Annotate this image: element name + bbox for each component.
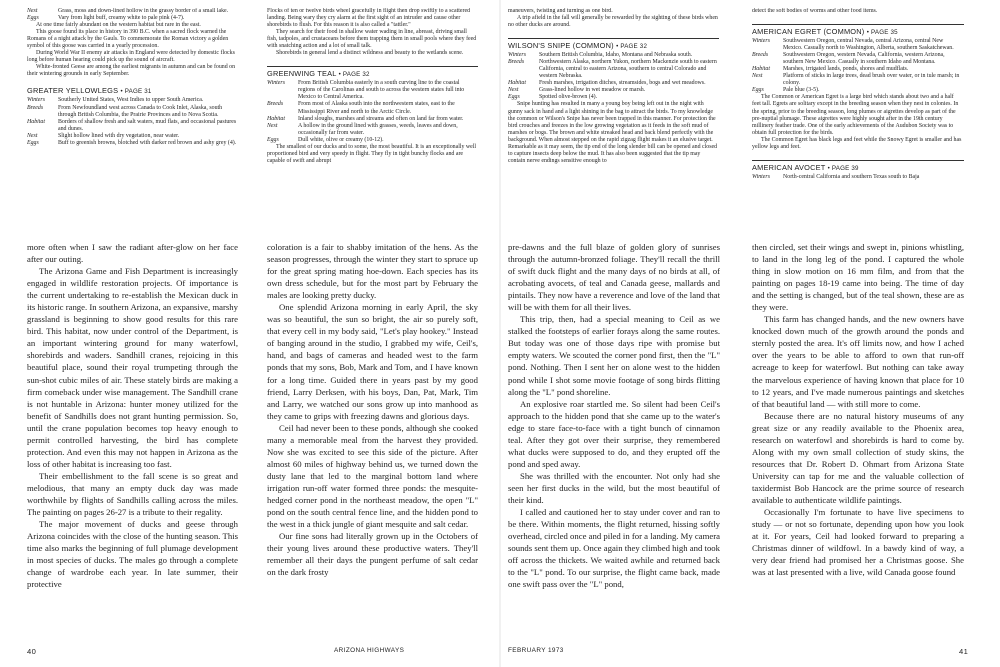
body-paragraph: pre-dawns and the full blaze of golden glory of sunrises through the autumn-bronzed foliage. They'll recall the thrill of swift duck flight and the many days of no birds at all, of acrobating avocets, of teal and Canada geese, mallards and pintails. They now have a reverence and love of the land that will be with them for all their lives.	[508, 242, 720, 313]
glossary-entry	[752, 73, 964, 87]
species-heading	[508, 41, 719, 51]
issue-date: FEBRUARY 1973	[508, 647, 564, 654]
entry-text: Marshes, irrigated lands, ponds, shores and mudflats.	[783, 66, 909, 73]
entry-text: Grass-lined hollow in wet meadow or marsh.	[539, 87, 646, 94]
species-page-ref: • PAGE 32	[338, 71, 370, 79]
species-page-ref: • PAGE 35	[866, 29, 898, 37]
species-heading	[267, 69, 478, 79]
entry-text: Northwestern Alaska, northern Yukon, northern Mackenzie south to eastern California, central to eastern Arizona, southern to central Colorado and western Nebraska.	[539, 59, 717, 80]
glossary-entry	[27, 140, 238, 147]
body-column-2	[267, 241, 478, 643]
glossary-paragraph: The Common Egret has black legs and feet while the Snowy Egret is smaller and has yellow legs and feet.	[752, 136, 962, 150]
body-paragraph: She was thrilled with the encounter. Not only had she seen her first ducks in the wild, but the most beautiful of their kind.	[508, 470, 720, 505]
entry-text: Buff to greenish browns, blotched with darker red brown and ashy grey (4).	[58, 139, 237, 146]
spacer	[27, 78, 238, 84]
entry-label: Winters	[752, 38, 770, 45]
glossary-column-3	[508, 8, 719, 234]
glossary-entry	[267, 123, 478, 137]
glossary-entry	[508, 59, 719, 80]
entry-text: Southerly United States, West Indies to upper South America.	[58, 97, 204, 104]
entry-label: Eggs	[27, 15, 39, 22]
body-column-3	[508, 241, 720, 643]
spacer	[267, 57, 478, 63]
entry-text: Dull white, olive or creamy (10-12).	[298, 136, 384, 143]
entry-text: Vary from light buff, creamy white to pale pink (4-7).	[58, 15, 185, 22]
section-rule	[267, 66, 478, 67]
glossary-paragraph: Snipe hunting has resulted in many a young boy being left out in the night with gunny sack in hand and a light shining in the bag to attract the birds. To my knowledge the common or Wilson's Snipe has never been trapped in this manner. For protection the bird crouches and freezes in the low growing vegetation as it feeds in the soft mud of marshes or bogs. The brown and white streaked head and back blend perfectly with the background. When almost stepped on the rapid zigzag flight makes it an elusive target. Remarkable as it may seem, the tip end of the long slender bill can be opened and closed to capture insects deep below the mud. It has also been suggested that the tip may contain nerve endings sensitive enough to	[508, 101, 718, 164]
glossary-entry	[508, 52, 719, 59]
glossary-entry	[27, 133, 238, 140]
glossary-entry	[27, 97, 238, 104]
species-name: AMERICAN EGRET (COMMON)	[752, 27, 865, 37]
glossary-paragraph: This goose found its place in history in 390 B.C. when a sacred flock warned the Romans of a night attack by the Gauls. To commemorate the Roman victory a golden symbol of this goose was carried in a yearly procession.	[27, 29, 229, 50]
entry-label: Breeds	[267, 101, 284, 108]
glossary-column-2	[267, 8, 478, 234]
body-paragraph: The major movement of ducks and geese through Arizona coincides with the close of the hunting season. This time also marks the beginning of full plumage development in most species of ducks. The males go through a complete change of wardrobe each year. In late summer, their protective	[27, 519, 238, 590]
entry-label: Winters	[508, 52, 526, 59]
body-paragraph: more often when I saw the radiant after-glow on her face after our outing.	[27, 242, 238, 265]
body-paragraph: Their embellishment to the fall scene is so great and melodious, that many an empty duck day was made worthwhile by flights of Sandhills calling across the miles. The painting on pages 26-27 is a tribute to their regality.	[27, 470, 238, 518]
spacer	[508, 29, 719, 35]
glossary-entry	[508, 80, 719, 87]
species-page-ref: • PAGE 32	[616, 43, 648, 51]
glossary-entry	[27, 8, 238, 15]
species-name: WILSON'S SNIPE (COMMON)	[508, 41, 614, 51]
entry-label: Breeds	[508, 59, 525, 66]
glossary-entry	[267, 101, 478, 115]
entry-label: Nest	[508, 87, 519, 94]
entry-label: Eggs	[752, 87, 764, 94]
page-number-right: 41	[959, 647, 969, 656]
section-rule	[508, 38, 719, 39]
entry-label: Nest	[267, 122, 278, 129]
entry-text: Borders of shallow fresh and salt waters, mud flats, and occasional pastures and dunes.	[58, 118, 237, 132]
glossary-paragraph: Shorebirds in general lend a distinct wildness and beauty to the wetlands scene.	[276, 50, 464, 57]
entry-label: Habitat	[267, 115, 285, 122]
body-paragraph: I called and cautioned her to stay under cover and ran to be there. Within moments, the flight returned, hissing softly overhead, circled once and piled in for a landing. My camera sounds sent them up. Once again they climbed high and took off across the thickets. We waited awhile and returned back to the "L" pond. To our surprise, the flight came back, made one swift pass over the "L" pond,	[508, 507, 720, 590]
glossary-column-1	[27, 8, 238, 234]
glossary-entry	[267, 116, 478, 123]
body-paragraph: then circled, set their wings and swept in, pinions whistling, to land in the long leg of the pond. I captured the whole thing in slow motion on 16 mm film, and from that the painting on pages 18-19 came into being. The time of day and the setting is changed, but of the teal shown, these are as they were.	[752, 242, 964, 313]
entry-label: Habitat	[27, 118, 45, 125]
glossary-entry	[752, 52, 964, 66]
glossary-paragraph: They search for their food in shallow water wading in line, abreast, driving small fish, tadpoles, and crustaceans before them trapping them in small pools where they feed with snatching action and a lot of small talk.	[267, 29, 477, 50]
entry-text: From most of Alaska south into the northwestern states, east to the Mississippi River and north to the Arctic Circle.	[298, 101, 455, 115]
body-paragraph: An explosive roar startled me. So silent had been Ceil's approach to the hidden pond that she came up to the water's edge to stare face-to-face with a tight bunch of cinnamon teal. After they got over their surprise, they remembered what ducks were supposed to do, and they erupted off the pond and sped away.	[508, 398, 720, 469]
species-page-ref: • PAGE 31	[120, 88, 152, 96]
body-paragraph: Because there are no natural history museums of any great size or any readily available to the Phoenix area, research on waterfowl and shorebirds is hard to come by. Along with my own small collection of study skins, the resources that Dr. Robert D. Ohmart from Arizona State University can tap for me and the valuable collection of taxidermist Bob Hancock are the prime source of research available to authenticate wildlife paintings.	[752, 410, 964, 505]
glossary-entry	[267, 137, 478, 144]
glossary-paragraph: During World War II enemy air attacks in England were detected by domestic flocks long before human hearing could pick up the sound of aircraft.	[27, 50, 235, 64]
entry-label: Winters	[752, 173, 770, 180]
body-paragraph: Our fine sons had literally grown up in the Octobers of their young lives around these productive waters. They'll remember all their days the pungent perfume of salt cedar on the dark frosty	[267, 531, 478, 578]
glossary-column-4	[752, 8, 964, 234]
glossary-entry	[752, 38, 964, 52]
body-paragraph: One splendid Arizona morning in early April, the sky was so beautiful, the sun so bright, the air so purely soft, that every cell in my body said, "Let's play hookey." Instead of banging around in the studio, I grabbed my wife, Ceil's, hand, and bags of cameras and headed west to the farm ponds that my sons, Bob, Mark and Tom, and I have known for a long time. Guided there in years past by my good friend, Larry Derksen, with his boys, Dan, Pat, Mark, Tim and Larry, we watched our sons grow up into manhood as they came to grips with freezing dawns and glorious days.	[267, 302, 478, 421]
publication-title: ARIZONA HIGHWAYS	[334, 647, 405, 654]
body-column-1	[27, 241, 238, 643]
glossary-paragraph: Flocks of ten or twelve birds wheel gracefully in flight then drop swiftly to a scattered landing. Being wary they cry alarm at the first sight of an intruder and cause other shorebirds to flush. For this reason it is also called a "tattler."	[267, 8, 471, 29]
species-heading	[752, 27, 964, 37]
species-heading	[752, 163, 964, 173]
species-name: GREATER YELLOWLEGS	[27, 86, 119, 96]
entry-text: Slight hollow lined with dry vegetation, near water.	[58, 132, 180, 139]
entry-label: Breeds	[752, 52, 769, 59]
glossary-paragraph: maneuvers, twisting and turning as one bird.	[508, 8, 613, 14]
entry-text: Southwestern Oregon, central Nevada, central Arizona, central New Mexico. Casually north to Washington, Alberta, southern Saskatchewan.	[783, 38, 954, 52]
entry-label: Winters	[27, 97, 45, 104]
glossary-entry	[752, 174, 964, 181]
species-name: AMERICAN AVOCET	[752, 162, 826, 172]
entry-label: Eggs	[267, 136, 279, 143]
spacer	[752, 151, 964, 157]
body-paragraph: This trip, then, had a special meaning to Ceil as we stalked the footsteps of earlier forays along the same routes. But today was one of those days ripe with promise but empty waters. We scouted the corner pond first, then the "L" pond. Nothing. Then I sent her on alone west to the hidden pond while I shot some movie footage of song birds flitting along the "L" pond shoreline.	[508, 314, 720, 397]
page-number-left: 40	[27, 647, 37, 656]
glossary-paragraph: The Common or American Egret is a large bird which stands about two and a half feet tall. Egrets are solitary except in the breeding season when they nest in colonies. In the spring, prior to the breeding season, long plumes or aigrettes develop as part of the pre-nuptial plumage. These aigrettes were highly sought after in the 19th century millinery feather trade. One of the early achievements of the Audubon Society was to obtain full protection for the birds.	[752, 94, 959, 136]
entry-text: From British Columbia easterly in a south curving line to the coastal regions of the Carolinas and south to across the western states full into Mexico to Central America.	[298, 80, 465, 101]
body-paragraph: This farm has changed hands, and the new owners have knocked down much of the growth around the ponds and sternly posted the area. It's off limits now, and how I ached over the years to be able to afford to own that run-off acreage to keep for waterfowl. But nothing can take away the marvelous experience of having known that place for 10 to 12 years, and I've made numerous paintings and sketches of that beautiful land — with still more to come.	[752, 314, 964, 409]
species-page-ref: • PAGE 39	[827, 164, 859, 172]
entry-label: Habitat	[752, 66, 770, 73]
entry-label: Habitat	[508, 80, 526, 87]
species-name: GREENWING TEAL	[267, 69, 337, 79]
entry-label: Winters	[267, 80, 285, 87]
entry-label: Nest	[27, 8, 38, 14]
entry-text: Fresh marshes, irrigation ditches, streamsides, bogs and wet meadows.	[539, 80, 706, 87]
entry-text: Pale blue (3-5).	[783, 87, 820, 94]
entry-label: Eggs	[27, 139, 39, 146]
body-paragraph: Occasionally I'm fortunate to have live specimens to study — or not so fortunate, depending upon how you look at it. For years, Ceil had looked forward to preparing a Christmas dinner of wildfowl. In a bawdy kind of way, a very dear friend had promised her a Christmas goose. She was at last presented with a live, wild Canada goose found	[752, 507, 964, 578]
species-heading	[27, 86, 238, 96]
entry-label: Breeds	[27, 104, 44, 111]
spacer	[752, 15, 964, 21]
glossary-paragraph: detect the soft bodies of worms and other food items.	[752, 8, 878, 14]
entry-label: Eggs	[508, 94, 520, 101]
entry-text: A hollow in the ground lined with grasses, weeds, leaves and down, occasionally far from water.	[298, 122, 458, 136]
gutter	[499, 0, 501, 667]
entry-text: Southwestern Oregon, western Nevada, California, western Arizona, southern New Mexico. Casually in southern Idaho and Montana.	[783, 52, 945, 66]
entry-label: Nest	[27, 132, 38, 139]
glossary-entry	[27, 105, 238, 119]
entry-text: Southern British Columbia, Idaho, Montana and Nebraska south.	[539, 52, 693, 59]
glossary-entry	[267, 80, 478, 101]
entry-text: Platform of sticks in large trees, dead brush over water, or in tule marsh; in colony.	[783, 73, 960, 87]
glossary-paragraph: A trip afield in the fall will generally be rewarded by the sighting of these birds when no other ducks are around.	[508, 15, 718, 29]
glossary-paragraph: The smallest of our ducks and to some, the most beautiful. It is an exceptionally well proportioned bird and very speedy in flight. They fly in tight bunchy flocks and are capable of swift and abrupt	[267, 143, 477, 164]
body-paragraph: coloration is a fair to shabby imitation of the hens. As the season progresses, through the winter they start to spruce up for the great spring mating hoe-down. Each species has its own dress schedule, but for the most part by February the males are looking pretty ducky.	[267, 242, 478, 301]
body-column-4	[752, 241, 964, 643]
glossary-entry	[27, 119, 238, 133]
section-rule	[752, 160, 964, 161]
entry-label: Nest	[752, 73, 763, 80]
entry-text: From Newfoundland west across Canada to Cook Inlet, Alaska, south through British Columbia, the Prairie Provinces and to Nova Scotia.	[58, 104, 223, 118]
glossary-paragraph: At one time fairly abundant on the western habitat but rare in the east.	[36, 22, 201, 29]
entry-text: North-central California and southern Texas south to Baja	[783, 173, 920, 180]
section-rule	[752, 24, 964, 25]
body-paragraph: Ceil had never been to these ponds, although she cooked many a memorable meal from the harvest they provided. Now she was excited to see this side of the picture. After almost 60 miles of highway behind us, we turned down the dusty lane that led to the marginal bottom land where irrigation run-off water formed three ponds: the mesquite-hedged corner pond in the northeast meadow, the open "L" pond on the south central fence line, and the hidden pond to the west in a thick jungle of giant mesquite and salt cedar.	[267, 422, 478, 530]
body-paragraph: The Arizona Game and Fish Department is increasingly engaged in wildlife restoration projects. Of importance is the current undertaking to re-establish the Mexican duck in its historic range. In southern Arizona, an expansive, marshy grassland is beginning to show good results for this rare bird. This habitat, now under control of the Department, is an important wintering ground for many waterfowl, shorebirds and waders. Sandhill cranes, rejoicing in this beautiful place, sound their royal trumpeting through the sun-shot cubic miles of air. These stately birds are making a firm comeback under wise management. The Sandhill crane is not huntable in Arizona: hunter money utilized for the benefit of Sandhills does not grant hunting permission. So, until the crane population becomes top heavy enough to permit controlled harvesting, the bird has complete protection. And even this may not happen in Arizona as the loss of other habitat is increasing too fast.	[27, 266, 238, 469]
entry-text: Inland sloughs, marshes and streams and often on land far from water.	[298, 115, 464, 122]
glossary-paragraph: White-fronted Geese are among the earliest migrants in autumn and can be found on their wintering grounds in early September.	[27, 64, 236, 78]
entry-text: Spotted olive-brown (4).	[539, 94, 598, 101]
entry-text: Grass, moss and down-lined hollow in the grassy border of a small lake.	[58, 8, 229, 14]
